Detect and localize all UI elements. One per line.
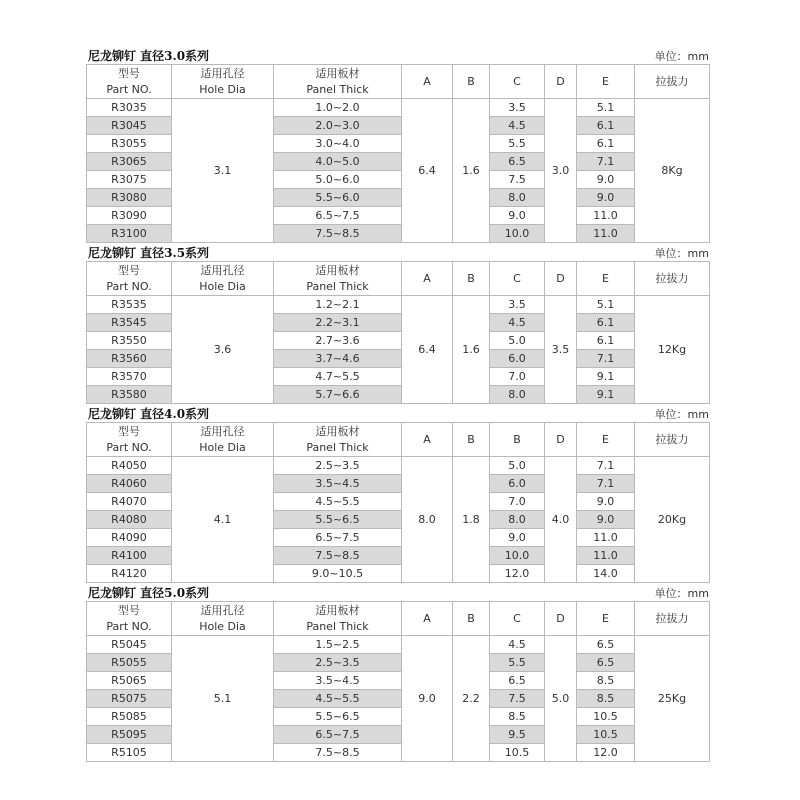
- header-dim: D: [545, 262, 577, 296]
- unit-label: 单位：mm: [654, 587, 709, 600]
- dim-e-cell: 11.0: [577, 529, 635, 547]
- header-hole-dia-en: Hole Dia: [199, 440, 246, 454]
- header-dim: A: [402, 423, 453, 457]
- part-number-cell: R5105: [87, 744, 172, 762]
- part-number-cell: R5055: [87, 654, 172, 672]
- dim-e-cell: 11.0: [577, 207, 635, 225]
- header-hole-dia-cn: 适用孔径: [200, 263, 245, 277]
- header-dim: E: [577, 602, 635, 636]
- header-part-no-cn: 型号: [118, 424, 140, 438]
- dim-c-cell: 5.0: [490, 457, 545, 475]
- dim-e-cell: 7.1: [577, 153, 635, 171]
- dim-c-cell: 6.0: [490, 475, 545, 493]
- panel-thick-cell: 6.5~7.5: [274, 207, 402, 225]
- dim-c-cell: 7.0: [490, 493, 545, 511]
- header-row: [87, 602, 710, 636]
- header-panel-thick-en: Panel Thick: [306, 619, 369, 633]
- dim-e-cell: 9.1: [577, 368, 635, 386]
- header-panel-thick-cn: 适用板材: [315, 603, 360, 617]
- pull-force-cell: 25Kg: [635, 636, 710, 762]
- panel-thick-cell: 6.5~7.5: [274, 529, 402, 547]
- header-panel-thick: [274, 423, 402, 457]
- dim-e-cell: 6.1: [577, 332, 635, 350]
- dim-e-cell: 8.5: [577, 672, 635, 690]
- part-number-cell: R5065: [87, 672, 172, 690]
- dim-d-cell: 3.5: [545, 296, 577, 404]
- header-hole-dia-en: Hole Dia: [199, 82, 246, 96]
- header-pull-force: 拉拔力: [635, 262, 710, 296]
- part-number-cell: R3065: [87, 153, 172, 171]
- dim-e-cell: 6.1: [577, 314, 635, 332]
- dim-b-cell: 1.6: [453, 99, 490, 243]
- header-dim: B: [490, 423, 545, 457]
- part-number-cell: R3580: [87, 386, 172, 404]
- header-dim: B: [453, 423, 490, 457]
- dim-c-cell: 6.5: [490, 672, 545, 690]
- section-header: [86, 404, 709, 422]
- part-number-cell: R3535: [87, 296, 172, 314]
- part-number-cell: R4070: [87, 493, 172, 511]
- part-number-cell: R3100: [87, 225, 172, 243]
- dim-c-cell: 7.0: [490, 368, 545, 386]
- dim-c-cell: 8.0: [490, 386, 545, 404]
- panel-thick-cell: 3.5~4.5: [274, 475, 402, 493]
- dim-e-cell: 6.5: [577, 636, 635, 654]
- dim-c-cell: 9.0: [490, 529, 545, 547]
- panel-thick-cell: 5.5~6.5: [274, 511, 402, 529]
- dim-e-cell: 9.0: [577, 171, 635, 189]
- header-dim: E: [577, 423, 635, 457]
- spec-table: [86, 64, 710, 243]
- dim-e-cell: 7.1: [577, 457, 635, 475]
- part-number-cell: R4120: [87, 565, 172, 583]
- header-panel-thick-cn: 适用板材: [315, 66, 360, 80]
- header-dim: D: [545, 423, 577, 457]
- spec-table: [86, 261, 710, 404]
- header-hole-dia: [172, 423, 274, 457]
- part-number-cell: R4060: [87, 475, 172, 493]
- dim-e-cell: 6.1: [577, 117, 635, 135]
- panel-thick-cell: 5.7~6.6: [274, 386, 402, 404]
- dim-d-cell: 4.0: [545, 457, 577, 583]
- table-row: [87, 636, 710, 654]
- panel-thick-cell: 2.5~3.5: [274, 654, 402, 672]
- dim-c-cell: 10.0: [490, 547, 545, 565]
- part-number-cell: R3545: [87, 314, 172, 332]
- header-part-no-en: Part NO.: [106, 619, 152, 633]
- part-number-cell: R3035: [87, 99, 172, 117]
- header-row: [87, 423, 710, 457]
- header-dim: B: [453, 262, 490, 296]
- spec-sheet: [86, 46, 709, 762]
- header-panel-thick: [274, 262, 402, 296]
- pull-force-cell: 20Kg: [635, 457, 710, 583]
- header-dim: D: [545, 65, 577, 99]
- panel-thick-cell: 2.0~3.0: [274, 117, 402, 135]
- part-number-cell: R3080: [87, 189, 172, 207]
- header-hole-dia-cn: 适用孔径: [200, 603, 245, 617]
- header-dim: E: [577, 65, 635, 99]
- pull-force-cell: 12Kg: [635, 296, 710, 404]
- header-dim: D: [545, 602, 577, 636]
- header-part-no-cn: 型号: [118, 66, 140, 80]
- part-number-cell: R3055: [87, 135, 172, 153]
- unit-label: 单位：mm: [654, 50, 709, 63]
- dim-e-cell: 9.0: [577, 189, 635, 207]
- panel-thick-cell: 4.7~5.5: [274, 368, 402, 386]
- panel-thick-cell: 5.5~6.0: [274, 189, 402, 207]
- header-part-no: [87, 262, 172, 296]
- header-part-no-en: Part NO.: [106, 440, 152, 454]
- panel-thick-cell: 1.5~2.5: [274, 636, 402, 654]
- dim-c-cell: 5.0: [490, 332, 545, 350]
- header-row: [87, 262, 710, 296]
- hole-dia-cell: 3.6: [172, 296, 274, 404]
- part-number-cell: R4050: [87, 457, 172, 475]
- header-dim: A: [402, 602, 453, 636]
- part-number-cell: R4090: [87, 529, 172, 547]
- dim-b-cell: 2.2: [453, 636, 490, 762]
- panel-thick-cell: 3.0~4.0: [274, 135, 402, 153]
- header-part-no: [87, 423, 172, 457]
- dim-d-cell: 5.0: [545, 636, 577, 762]
- dim-e-cell: 8.5: [577, 690, 635, 708]
- dim-e-cell: 9.1: [577, 386, 635, 404]
- dim-c-cell: 10.5: [490, 744, 545, 762]
- part-number-cell: R5095: [87, 726, 172, 744]
- spec-table: [86, 422, 710, 583]
- section-title: 尼龙铆钉 直径4.0系列: [88, 407, 210, 421]
- hole-dia-cell: 4.1: [172, 457, 274, 583]
- header-panel-thick: [274, 65, 402, 99]
- dim-e-cell: 11.0: [577, 225, 635, 243]
- dim-c-cell: 8.0: [490, 189, 545, 207]
- panel-thick-cell: 2.2~3.1: [274, 314, 402, 332]
- panel-thick-cell: 7.5~8.5: [274, 744, 402, 762]
- dim-e-cell: 11.0: [577, 547, 635, 565]
- header-hole-dia-cn: 适用孔径: [200, 66, 245, 80]
- panel-thick-cell: 4.0~5.0: [274, 153, 402, 171]
- dim-c-cell: 5.5: [490, 654, 545, 672]
- part-number-cell: R3550: [87, 332, 172, 350]
- panel-thick-cell: 3.5~4.5: [274, 672, 402, 690]
- header-dim: A: [402, 65, 453, 99]
- part-number-cell: R3075: [87, 171, 172, 189]
- dim-e-cell: 9.0: [577, 511, 635, 529]
- dim-c-cell: 6.5: [490, 153, 545, 171]
- section-header: [86, 583, 709, 601]
- header-part-no: [87, 602, 172, 636]
- header-panel-thick-en: Panel Thick: [306, 82, 369, 96]
- dim-e-cell: 7.1: [577, 475, 635, 493]
- section-header: [86, 243, 709, 261]
- panel-thick-cell: 6.5~7.5: [274, 726, 402, 744]
- dim-e-cell: 12.0: [577, 744, 635, 762]
- panel-thick-cell: 9.0~10.5: [274, 565, 402, 583]
- table-row: [87, 99, 710, 117]
- panel-thick-cell: 7.5~8.5: [274, 547, 402, 565]
- hole-dia-cell: 5.1: [172, 636, 274, 762]
- unit-label: 单位：mm: [654, 408, 709, 421]
- part-number-cell: R3570: [87, 368, 172, 386]
- dim-c-cell: 8.0: [490, 511, 545, 529]
- dim-a-cell: 9.0: [402, 636, 453, 762]
- dim-e-cell: 5.1: [577, 296, 635, 314]
- table-row: [87, 296, 710, 314]
- dim-d-cell: 3.0: [545, 99, 577, 243]
- section-header: [86, 46, 709, 64]
- header-hole-dia: [172, 262, 274, 296]
- header-pull-force: 拉拔力: [635, 423, 710, 457]
- header-part-no-cn: 型号: [118, 603, 140, 617]
- spec-table: [86, 601, 710, 762]
- header-dim: C: [490, 65, 545, 99]
- dim-a-cell: 6.4: [402, 99, 453, 243]
- section-title: 尼龙铆钉 直径5.0系列: [88, 586, 210, 600]
- header-hole-dia: [172, 65, 274, 99]
- header-part-no: [87, 65, 172, 99]
- header-pull-force: 拉拔力: [635, 65, 710, 99]
- header-dim: E: [577, 262, 635, 296]
- dim-e-cell: 10.5: [577, 726, 635, 744]
- panel-thick-cell: 5.0~6.0: [274, 171, 402, 189]
- dim-c-cell: 3.5: [490, 296, 545, 314]
- dim-c-cell: 4.5: [490, 636, 545, 654]
- section-title: 尼龙铆钉 直径3.0系列: [88, 49, 210, 63]
- header-hole-dia: [172, 602, 274, 636]
- dim-e-cell: 7.1: [577, 350, 635, 368]
- dim-c-cell: 7.5: [490, 690, 545, 708]
- dim-c-cell: 5.5: [490, 135, 545, 153]
- header-pull-force: 拉拔力: [635, 602, 710, 636]
- panel-thick-cell: 4.5~5.5: [274, 690, 402, 708]
- dim-c-cell: 6.0: [490, 350, 545, 368]
- dim-e-cell: 6.1: [577, 135, 635, 153]
- header-panel-thick-cn: 适用板材: [315, 263, 360, 277]
- panel-thick-cell: 3.7~4.6: [274, 350, 402, 368]
- header-panel-thick: [274, 602, 402, 636]
- header-row: [87, 65, 710, 99]
- header-part-no-en: Part NO.: [106, 279, 152, 293]
- panel-thick-cell: 1.2~2.1: [274, 296, 402, 314]
- dim-a-cell: 6.4: [402, 296, 453, 404]
- part-number-cell: R5085: [87, 708, 172, 726]
- part-number-cell: R5075: [87, 690, 172, 708]
- table-row: [87, 457, 710, 475]
- hole-dia-cell: 3.1: [172, 99, 274, 243]
- dim-c-cell: 4.5: [490, 117, 545, 135]
- part-number-cell: R3090: [87, 207, 172, 225]
- part-number-cell: R3560: [87, 350, 172, 368]
- dim-b-cell: 1.8: [453, 457, 490, 583]
- header-hole-dia-cn: 适用孔径: [200, 424, 245, 438]
- header-hole-dia-en: Hole Dia: [199, 619, 246, 633]
- header-hole-dia-en: Hole Dia: [199, 279, 246, 293]
- panel-thick-cell: 1.0~2.0: [274, 99, 402, 117]
- part-number-cell: R4100: [87, 547, 172, 565]
- section-title: 尼龙铆钉 直径3.5系列: [88, 246, 210, 260]
- panel-thick-cell: 2.5~3.5: [274, 457, 402, 475]
- dim-c-cell: 3.5: [490, 99, 545, 117]
- header-dim: B: [453, 65, 490, 99]
- dim-e-cell: 6.5: [577, 654, 635, 672]
- dim-e-cell: 14.0: [577, 565, 635, 583]
- dim-e-cell: 9.0: [577, 493, 635, 511]
- header-dim: B: [453, 602, 490, 636]
- header-dim: C: [490, 602, 545, 636]
- header-part-no-cn: 型号: [118, 263, 140, 277]
- dim-c-cell: 7.5: [490, 171, 545, 189]
- header-panel-thick-en: Panel Thick: [306, 440, 369, 454]
- part-number-cell: R5045: [87, 636, 172, 654]
- part-number-cell: R4080: [87, 511, 172, 529]
- header-panel-thick-en: Panel Thick: [306, 279, 369, 293]
- header-part-no-en: Part NO.: [106, 82, 152, 96]
- dim-a-cell: 8.0: [402, 457, 453, 583]
- panel-thick-cell: 2.7~3.6: [274, 332, 402, 350]
- unit-label: 单位：mm: [654, 247, 709, 260]
- panel-thick-cell: 5.5~6.5: [274, 708, 402, 726]
- pull-force-cell: 8Kg: [635, 99, 710, 243]
- part-number-cell: R3045: [87, 117, 172, 135]
- panel-thick-cell: 4.5~5.5: [274, 493, 402, 511]
- dim-e-cell: 10.5: [577, 708, 635, 726]
- panel-thick-cell: 7.5~8.5: [274, 225, 402, 243]
- dim-b-cell: 1.6: [453, 296, 490, 404]
- dim-c-cell: 9.5: [490, 726, 545, 744]
- dim-e-cell: 5.1: [577, 99, 635, 117]
- dim-c-cell: 10.0: [490, 225, 545, 243]
- dim-c-cell: 4.5: [490, 314, 545, 332]
- dim-c-cell: 8.5: [490, 708, 545, 726]
- header-dim: C: [490, 262, 545, 296]
- header-panel-thick-cn: 适用板材: [315, 424, 360, 438]
- dim-c-cell: 9.0: [490, 207, 545, 225]
- dim-c-cell: 12.0: [490, 565, 545, 583]
- header-dim: A: [402, 262, 453, 296]
